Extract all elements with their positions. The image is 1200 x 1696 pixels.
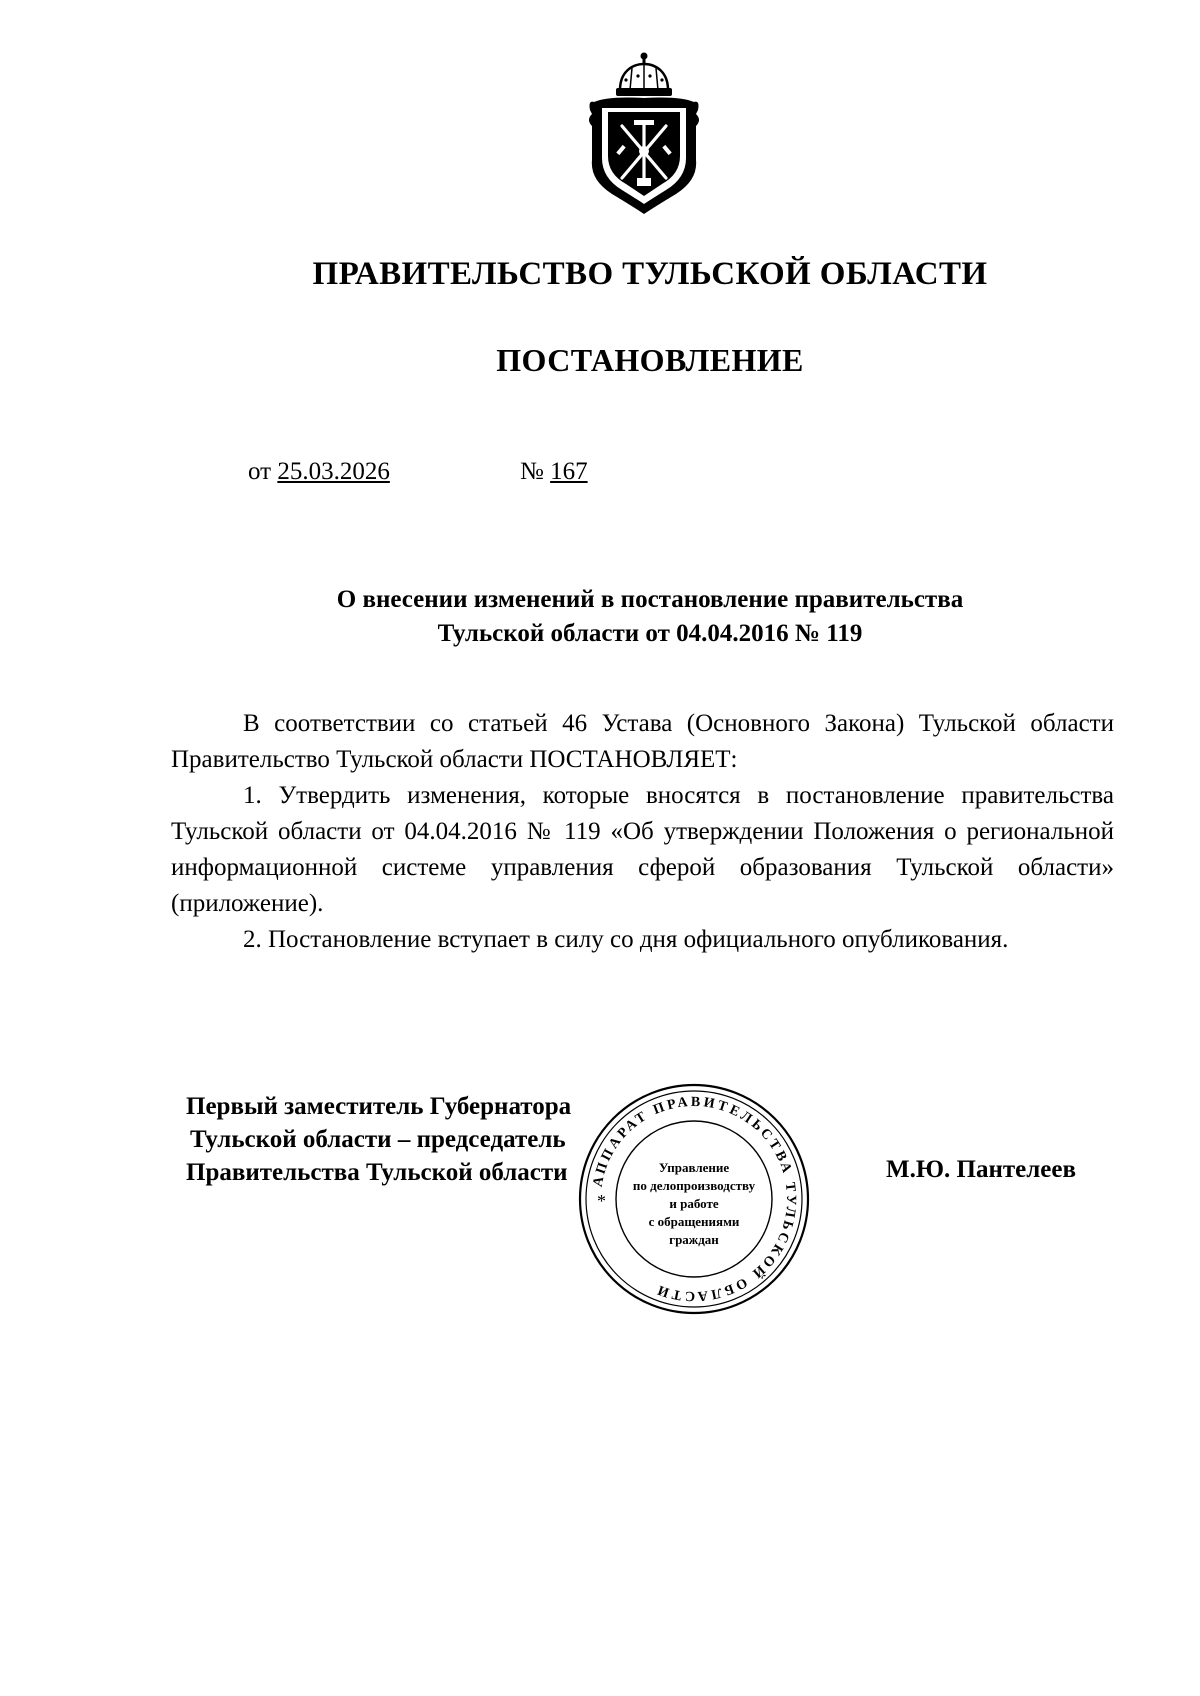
organization-title: ПРАВИТЕЛЬСТВО ТУЛЬСКОЙ ОБЛАСТИ	[312, 256, 988, 292]
stamp-inner-line-3: и работе	[669, 1196, 719, 1211]
document-body	[171, 706, 1114, 958]
official-stamp	[575, 1080, 813, 1318]
document-date	[248, 458, 390, 486]
position-line-2: Тульской области – председатель	[190, 1126, 566, 1153]
position-line-1: Первый заместитель Губернатора	[186, 1093, 572, 1120]
stamp-inner-line-2: по делопроизводству	[632, 1178, 756, 1193]
stamp-inner-line-1: Управление	[658, 1160, 730, 1175]
body-paragraph-preamble: В соответствии со статьей 46 Устава (Основного Закона) Тульской области Правительство Тульской области ПОСТАНОВЛЯЕТ:	[171, 710, 1114, 773]
position-line-3: Правительства Тульской области	[186, 1159, 568, 1186]
signer-name: М.Ю. Пантелеев	[886, 1156, 1076, 1183]
subject-line-1: О внесении изменений в постановление правительства	[336, 586, 964, 613]
stamp-ring-text: АППАРАТ ПРАВИТЕЛЬСТВА ТУЛЬСКОЙ ОБЛАСТИ	[590, 1094, 799, 1304]
body-paragraph-item-1: 1. Утвердить изменения, которые вносятся в постановление правительства Тульской области от 04.04.2016 № 119 «Об утверждении Положения о региональной информационной системе управления сферой образования Тульской области» (приложение).	[171, 782, 1114, 917]
stamp-inner-line-5: граждан	[669, 1232, 719, 1247]
stamp-inner-line-4: с обращениями	[648, 1214, 740, 1229]
body-paragraph-item-2: 2. Постановление вступает в силу со дня официального опубликования.	[243, 926, 1009, 953]
number-prefix: №	[520, 458, 544, 485]
crown-icon	[616, 53, 672, 97]
date-prefix: от	[248, 458, 272, 485]
document-number	[520, 458, 588, 486]
date-value: 25.03.2026	[277, 458, 390, 485]
number-value: 167	[550, 458, 588, 485]
document-subject	[0, 583, 1200, 651]
tula-coat-of-arms-icon	[584, 50, 704, 216]
document-type: ПОСТАНОВЛЕНИЕ	[496, 342, 804, 378]
signatory-position	[186, 1090, 571, 1189]
subject-line-2: Тульской области от 04.04.2016 № 119	[437, 620, 863, 647]
stamp-asterisk: *	[597, 1191, 606, 1211]
